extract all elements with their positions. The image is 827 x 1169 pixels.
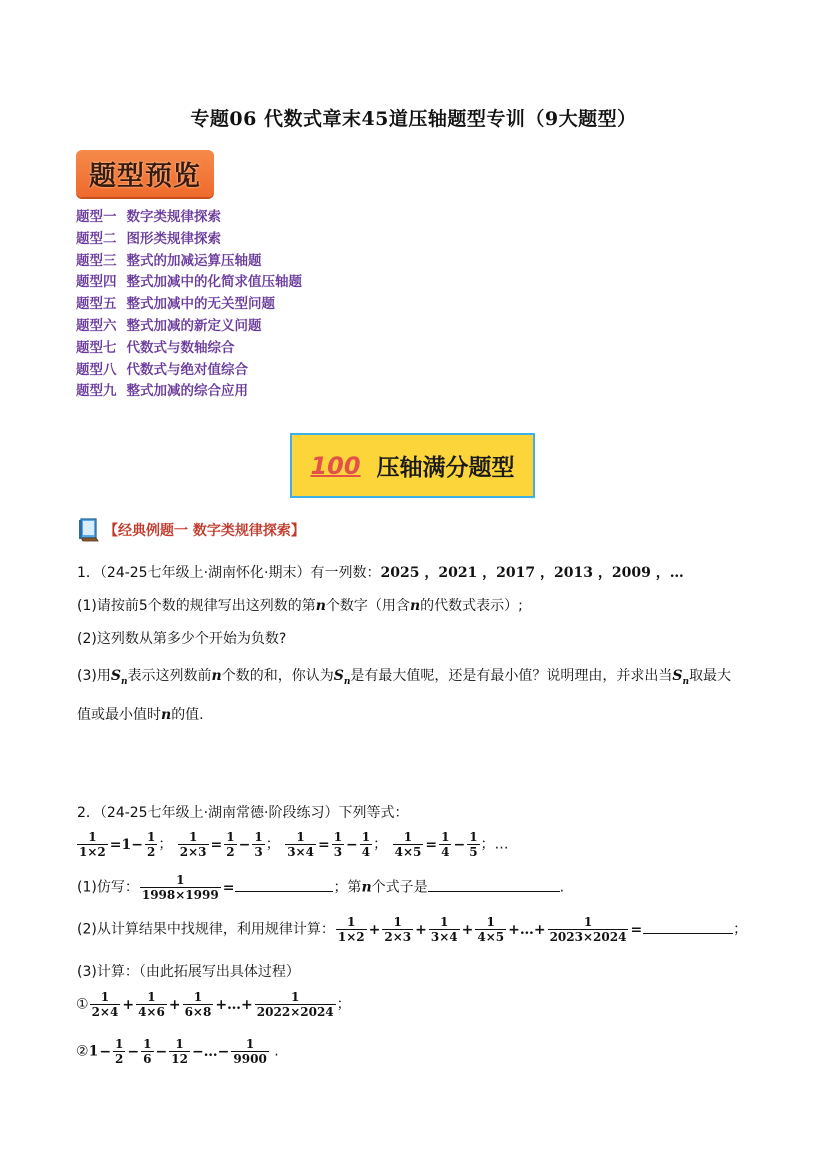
topic-item[interactable]: 题型八 代数式与绝对值综合 — [76, 361, 248, 378]
full-score-banner-label: 压轴满分题型 — [376, 455, 515, 481]
topic-item[interactable]: 题型九 整式加减的综合应用 — [76, 383, 248, 400]
page-title: 专题06 代数式章末45道压轴题型专训（9大题型） — [190, 108, 637, 130]
hundred-icon: 100 — [310, 451, 361, 480]
section-heading — [78, 517, 305, 543]
q2-part2: (2)从计算结果中找规律，利用规律计算： $\frac{1}{1\times 2}$ + $\frac{1}{2\times 3}$ + $\frac{1}{3\times 4}$ + $\frac{1}{4\times 5}$ +…+ $\frac{1}{2023\times 2024}$ = ； — [77, 915, 748, 944]
q1-intro: 1．（24-25七年级上·湖南怀化·期末）有一列数：2025 ，2021 ，2017 ，2013 ，2009 ，… — [77, 565, 684, 581]
answer-blank[interactable] — [643, 921, 733, 934]
book-icon — [78, 517, 100, 543]
topic-item[interactable]: 题型四 整式加减中的化简求值压轴题 — [76, 274, 302, 291]
q1-part3: (3)用$S_n$表示这列数前n个数的和，你认为$S_n$是有最大值呢，还是有最小值？说明理由，并求出当$S_n$取最大 — [77, 668, 732, 687]
topic-item[interactable]: 题型五 整式加减中的无关型问题 — [76, 296, 275, 313]
q2-part3: (3)计算：（由此拓展写出具体过程） — [77, 964, 300, 980]
q2-calc2: ②1− $\frac{1}{2}$ − $\frac{1}{6}$ − $\frac{1}{12}$ −…− $\frac{1}{9900}$ . — [76, 1037, 279, 1066]
q1-part3-cont: 值或最小值时n的值. — [77, 707, 204, 723]
q1-part1: (1)请按前5个数的规律写出这列数的第n个数字（用含n的代数式表示）; — [77, 598, 523, 614]
topic-item[interactable]: 题型一 数字类规律探索 — [76, 209, 221, 225]
topic-item[interactable]: 题型七 代数式与数轴综合 — [76, 339, 235, 356]
q2-intro: 2．（24-25七年级上·湖南常德·阶段练习）下列等式： — [77, 805, 409, 821]
preview-banner — [76, 150, 214, 197]
q1-part2: (2)这列数从第多少个开始为负数? — [77, 631, 287, 647]
full-score-banner — [290, 433, 535, 498]
q2-calc1: ① $\frac{1}{2\times 4}$ + $\frac{1}{4\times 6}$ + $\frac{1}{6\times 8}$ +…+ $\frac{1}{2022\times 2024}$ ； — [76, 990, 351, 1019]
topic-item[interactable]: 题型六 整式加减的新定义问题 — [76, 317, 262, 334]
preview-banner-label: 题型预览 — [89, 161, 201, 192]
topic-item[interactable]: 题型二 图形类规律探索 — [76, 230, 221, 247]
topic-item[interactable]: 题型三 整式的加减运算压轴题 — [76, 252, 262, 269]
q2-equations: $\frac{1}{1\times 2}$ =1− $\frac{1}{2}$ ； $\frac{1}{2\times 3}$ = $\frac{1}{2}$ − $\frac{1}{3}$ ； $\frac{1}{3\times 4}$ = $\frac{1}{3}$ − $\frac{1}{4}$ ； $\frac{1}{4\times 5}$ = $\frac{1}{4}$ − $\frac{1}{5}$ ；… — [79, 830, 509, 859]
answer-blank[interactable] — [235, 879, 333, 892]
q2-part1: (1)仿写： $\frac{1}{1998\times 1999}$ = ；第n个式子是 . — [77, 873, 565, 902]
topic-list — [76, 207, 302, 403]
answer-blank[interactable] — [428, 879, 560, 892]
section-heading-label: 【经典例题一 数字类规律探索】 — [104, 523, 305, 539]
